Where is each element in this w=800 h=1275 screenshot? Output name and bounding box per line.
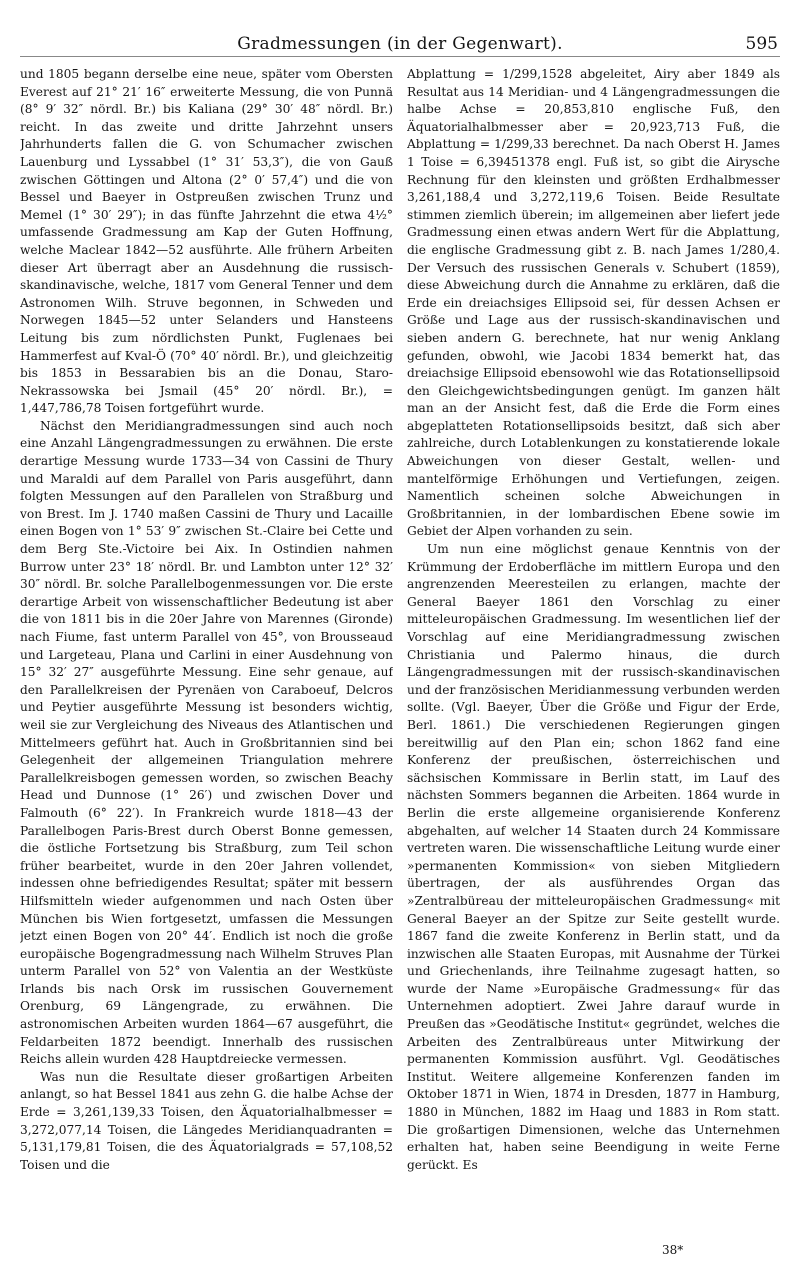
page-number: 595	[745, 34, 778, 54]
left-column	[20, 66, 393, 1266]
paragraph: und 1805 begann derselbe eine neue, später vom Obersten Everest auf 21° 21′ 16″ erweiterte Messung, die von Punnä (8° 9′ 32″ nördl. Br.) bis Kaliana (29° 30′ 48″ nördl. Br.) reicht. In das zweite und dritte Jahrzehnt unsers Jahrhunderts fallen die G. von Schumacher zwischen Lauenburg und Lyssabbel (1° 31′ 53,3″), die von Gauß zwischen Göttingen und Altona (2° 0′ 57,4″) und die von Bessel und Baeyer in Ostpreußen zwischen Trunz und Memel (1° 30′ 29″); in das fünfte Jahrzehnt die etwa 4½° umfassende Gradmessung am Kap der Guten Hoffnung, welche Maclear 1842—52 ausführte. Alle frühern Arbeiten dieser Art überragt aber an Ausdehnung die russisch-skandinavische, welche, 1817 vom General Tenner und dem Astronomen Wilh. Struve begonnen, in Schweden und Norwegen 1845—52 unter Selanders und Hansteens Leitung bis zum nördlichsten Punkt, Fuglenaes bei Hammerfest auf Kval-Ö (70° 40′ nördl. Br.), und gleichzeitig bis 1853 in Bessarabien bis an die Donau, Staro-Nekrassowska bei Jsmail (45° 20′ nördl. Br.), = 1,447,786,78 Toisen fortgeführt wurde.	[20, 67, 393, 416]
paragraph: Um nun eine möglichst genaue Kenntnis von der Krümmung der Erdoberfläche im mittlern Europa und den angrenzenden Meeresteilen zu erlangen, machte der General Baeyer 1861 den Vorschlag zu einer mitteleuropäischen Gradmessung. Im wesentlichen lief der Vorschlag auf eine Meridiangradmessung zwischen Christiania und Palermo hinaus, die durch Längengradmessungen mit der russisch-skandinavischen und der französischen Meridianmessung verbunden werden sollte. (Vgl. Baeyer, Über die Größe und Figur der Erde, Berl. 1861.) Die verschiedenen Regierungen gingen bereitwillig auf den Plan ein; schon 1862 fand eine Konferenz der preußischen, österreichischen und sächsischen Kommissare in Berlin statt, im Lauf des nächsten Sommers begannen die Arbeiten. 1864 wurde in Berlin die erste allgemeine organisierende Konferenz abgehalten, auf welcher 14 Staaten durch 24 Kommissare vertreten waren. Die wissenschaftliche Leitung wurde einer »permanenten Kommission« von sieben Mitgliedern übertragen, der als ausführendes Organ das »Zentralbüreau der mitteleuropäischen Gradmessung« mit General Baeyer an der Spitze zur Seite gestellt wurde. 1867 fand die zweite Konferenz in Berlin statt, und da inzwischen alle Staaten Europas, mit Ausnahme der Türkei und Griechenlands, ihre Teilnahme zugesagt hatten, so wurde der Name »Europäische Gradmessung« für das Unternehmen adoptiert. Zwei Jahre darauf wurde in Preußen das »Geodätische Institut« gegründet, welches die Arbeiten des Zentralbüreaus unter Mitwirkung der permanenten Kommission ausführt. Vgl. Geodätisches Institut. Weitere allgemeine Konferenzen fanden im Oktober 1871 in Wien, 1874 in Dresden, 1877 in Hamburg, 1880 in München, 1882 im Haag und 1883 in Rom statt. Die großartigen Dimensionen, welche das Unternehmen erhalten hat, haben seine Beendigung in weite Ferne gerückt. Es	[407, 542, 780, 1172]
paragraph: Was nun die Resultate dieser großartigen Arbeiten anlangt, so hat Bessel 1841 aus zehn G. die halbe Achse der Erde = 3,261,139,33 Toisen, den Äquatorialhalbmesser = 3,272,077,14 Toisen, die Längedes Meridianquadranten = 5,131,179,81 Toisen, die des Äquatorialgrads = 57,108,52 Toisen und die	[20, 1069, 393, 1172]
paragraph: Abplattung = 1/299,1528 abgeleitet, Airy aber 1849 als Resultat aus 14 Meridian- und 4 Längengradmessungen die halbe Achse = 20,853,810 englische Fuß, den Äquatorialhalbmesser aber = 20,923,713 Fuß, die Abplattung = 1/299,33 berechnet. Da nach Oberst H. James 1 Toise = 6,39451378 engl. Fuß ist, so gibt die Airysche Rechnung für den kleinsten und größten Erdhalbmesser 3,261,188,4 und 3,272,119,6 Toisen. Beide Resultate stimmen ziemlich überein; im allgemeinen aber liefert jede Gradmessung einen etwas andern Wert für die Abplattung, die englische Gradmessung gibt z. B. nach James 1/280,4. Der Versuch des russischen Generals v. Schubert (1859), diese Abweichung durch die Annahme zu erklären, daß die Erde ein dreiachsiges Ellipsoid sei, für dessen Achsen er Größe und Lage aus der russisch-skandinavischen und sieben andern G. berechnete, hat nur wenig Anklang gefunden, obwohl, wie Jacobi 1834 bemerkt hat, das dreiachsige Ellipsoid ebensowohl wie das Rotationsellipsoid den Gleichgewichtsbedingungen genügt. Im ganzen hält man an der Ansicht fest, daß die Erde die Form eines abgeplatteten Rotationsellipsoids besitzt, daß sich aber zahlreiche, durch Lotablenkungen zu konstatierende lokale Abweichungen von dieser Gestalt, wellen- und mantelförmige Erhöhungen und Vertiefungen, zeigen. Namentlich scheinen solche Abweichungen in Großbritannien, in der lombardischen Ebene sowie im Gebiet der Alpen vorhanden zu sein.	[407, 67, 780, 539]
signature-mark: 38*	[662, 1243, 684, 1257]
right-column	[407, 66, 780, 1266]
paragraph: Nächst den Meridiangradmessungen sind auch noch eine Anzahl Längengradmessungen zu erwähnen. Die erste derartige Messung wurde 1733—34 von Cassini de Thury und Maraldi auf dem Parallel von Paris ausgeführt, dann folgten Messungen auf den Parallelen von Straßburg und von Brest. Im J. 1740 maßen Cassini de Thury und Lacaille einen Bogen von 1° 53′ 9″ zwischen St.-Claire bei Cette und dem Berg Ste.-Victoire bei Aix. In Ostindien nahmen Burrow unter 23° 18′ nördl. Br. und Lambton unter 12° 32′ 30″ nördl. Br. solche Parallelbogenmessungen vor. Die erste derartige Arbeit von wissenschaftlicher Bedeutung ist aber die von 1811 bis in die 20er Jahre von Marennes (Gironde) nach Fiume, fast unterm Parallel von 45°, von Brousseaud und Largeteau, Plana und Carlini in einer Ausdehnung von 15° 32′ 27″ ausgeführte Messung. Eine sehr genaue, auf den Parallelkreisen der Pyrenäen von Caraboeuf, Delcros und Peytier ausgeführte Messung ist besonders wichtig, weil sie zur Vergleichung des Niveaus des Atlantischen und Mittelmeers geführt hat. Auch in Großbritannien sind bei Gelegenheit der allgemeinen Triangulation mehrere Parallelkreisbogen gemessen worden, so zwischen Beachy Head und Dunnose (1° 26′) und zwischen Dover und Falmouth (6° 22′). In Frankreich wurde 1818—43 der Parallelbogen Paris-Brest durch Oberst Bonne gemessen, die östliche Fortsetzung bis Straßburg, zum Teil schon früher bearbeitet, wurde in den 20er Jahren vollendet, indessen ohne befriedigendes Resultat; später mit bessern Hilfsmitteln wieder aufgenommen und nach Osten über München bis Wien fortgesetzt, umfassen die Messungen jetzt einen Bogen von 20° 44′. Endlich ist noch die große europäische Bogengradmessung nach Wilhelm Struves Plan unterm Parallel von 52° von Valentia an der Westküste Irlands bis nach Orsk im russischen Gouvernement Orenburg, 69 Längengrade, zu erwähnen. Die astronomischen Arbeiten wurden 1864—67 ausgeführt, die Feldarbeiten 1872 beendigt. Innerhalb des russischen Reichs allein wurden 428 Hauptdreiecke vermessen.	[20, 418, 393, 1067]
running-header	[20, 34, 780, 57]
page-title: Gradmessungen (in der Gegenwart).	[237, 34, 563, 54]
